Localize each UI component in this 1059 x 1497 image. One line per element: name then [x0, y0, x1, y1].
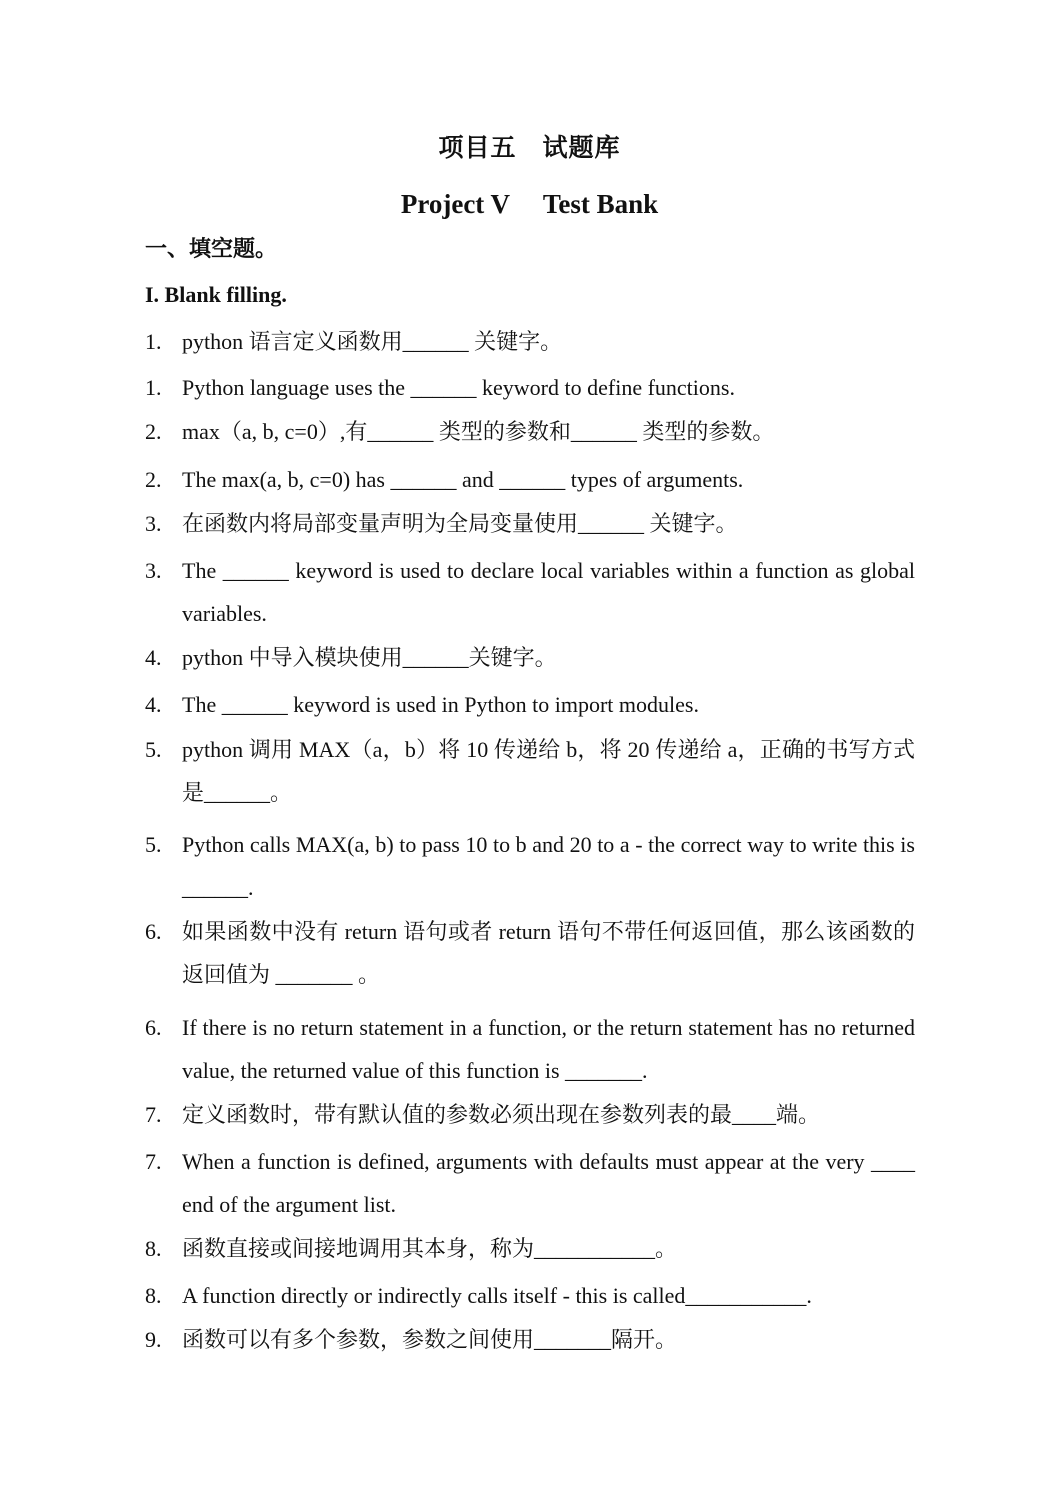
question-text: The ______ keyword is used in Python to import modules.	[182, 692, 699, 717]
question-item	[145, 1006, 915, 1092]
question-text: python 调用 MAX（a，b）将 10 传递给 b，将 20 传递给 a，正确的书写方式是______。	[182, 737, 915, 805]
question-number: 6.	[145, 919, 162, 944]
question-number: 3.	[145, 558, 162, 583]
question-text: A function directly or indirectly calls itself - this is called___________.	[182, 1283, 812, 1308]
question-number: 1.	[145, 375, 162, 400]
page-title-chinese: 项目五 试题库	[438, 135, 621, 162]
question-text: Python language uses the ______ keyword to define functions.	[182, 375, 735, 400]
question-text: max（a, b, c=0）,有______ 类型的参数和______ 类型的参数。	[182, 419, 775, 444]
question-item	[145, 1318, 915, 1361]
question-number: 8.	[145, 1236, 162, 1261]
question-item	[145, 502, 915, 545]
question-item	[145, 683, 915, 726]
question-item	[145, 910, 915, 996]
question-text: 如果函数中没有 return 语句或者 return 语句不带任何返回值，那么该函数的返回值为 _______ 。	[182, 919, 915, 987]
question-number: 5.	[145, 737, 162, 762]
question-number: 8.	[145, 1283, 162, 1308]
question-text: Python calls MAX(a, b) to pass 10 to b and 20 to a - the correct way to write this is ______.	[182, 832, 915, 900]
page-title-english: Project V Test Bank	[400, 189, 659, 219]
question-number: 7.	[145, 1149, 162, 1174]
question-item	[145, 549, 915, 635]
question-number: 4.	[145, 692, 162, 717]
question-number: 7.	[145, 1102, 162, 1127]
question-text: python 中导入模块使用______关键字。	[182, 645, 557, 670]
question-item	[145, 410, 915, 453]
question-text: 定义函数时，带有默认值的参数必须出现在参数列表的最____端。	[182, 1102, 821, 1127]
question-number: 6.	[145, 1015, 162, 1040]
question-number: 9.	[145, 1327, 162, 1352]
question-text: The max(a, b, c=0) has ______ and ______ types of arguments.	[182, 467, 744, 492]
question-item	[145, 458, 915, 501]
question-item	[145, 728, 915, 814]
question-number: 1.	[145, 329, 162, 354]
question-text: If there is no return statement in a function, or the return statement has no returned value, the returned value of this function is _______.	[182, 1015, 915, 1083]
question-text: 函数可以有多个参数，参数之间使用_______隔开。	[182, 1327, 678, 1352]
question-number: 3.	[145, 511, 162, 536]
section-heading-chinese: 一、填空题。	[145, 236, 278, 261]
question-item	[145, 366, 915, 409]
question-text: python 语言定义函数用______ 关键字。	[182, 329, 563, 354]
question-number: 2.	[145, 467, 162, 492]
question-number: 2.	[145, 419, 162, 444]
question-item	[145, 320, 915, 363]
question-text: 函数直接或间接地调用其本身，称为___________。	[182, 1236, 678, 1261]
question-item	[145, 1093, 915, 1136]
question-number: 4.	[145, 645, 162, 670]
question-item	[145, 636, 915, 679]
question-text: When a function is defined, arguments with defaults must appear at the very ____ end of the argument list.	[182, 1149, 915, 1217]
question-item	[145, 1274, 915, 1317]
question-item	[145, 823, 915, 909]
question-number: 5.	[145, 832, 162, 857]
question-item	[145, 1140, 915, 1226]
question-item	[145, 1227, 915, 1270]
section-heading-english: I. Blank filling.	[145, 282, 287, 307]
question-text: The ______ keyword is used to declare local variables within a function as global variables.	[182, 558, 915, 626]
question-text: 在函数内将局部变量声明为全局变量使用______ 关键字。	[182, 511, 738, 536]
